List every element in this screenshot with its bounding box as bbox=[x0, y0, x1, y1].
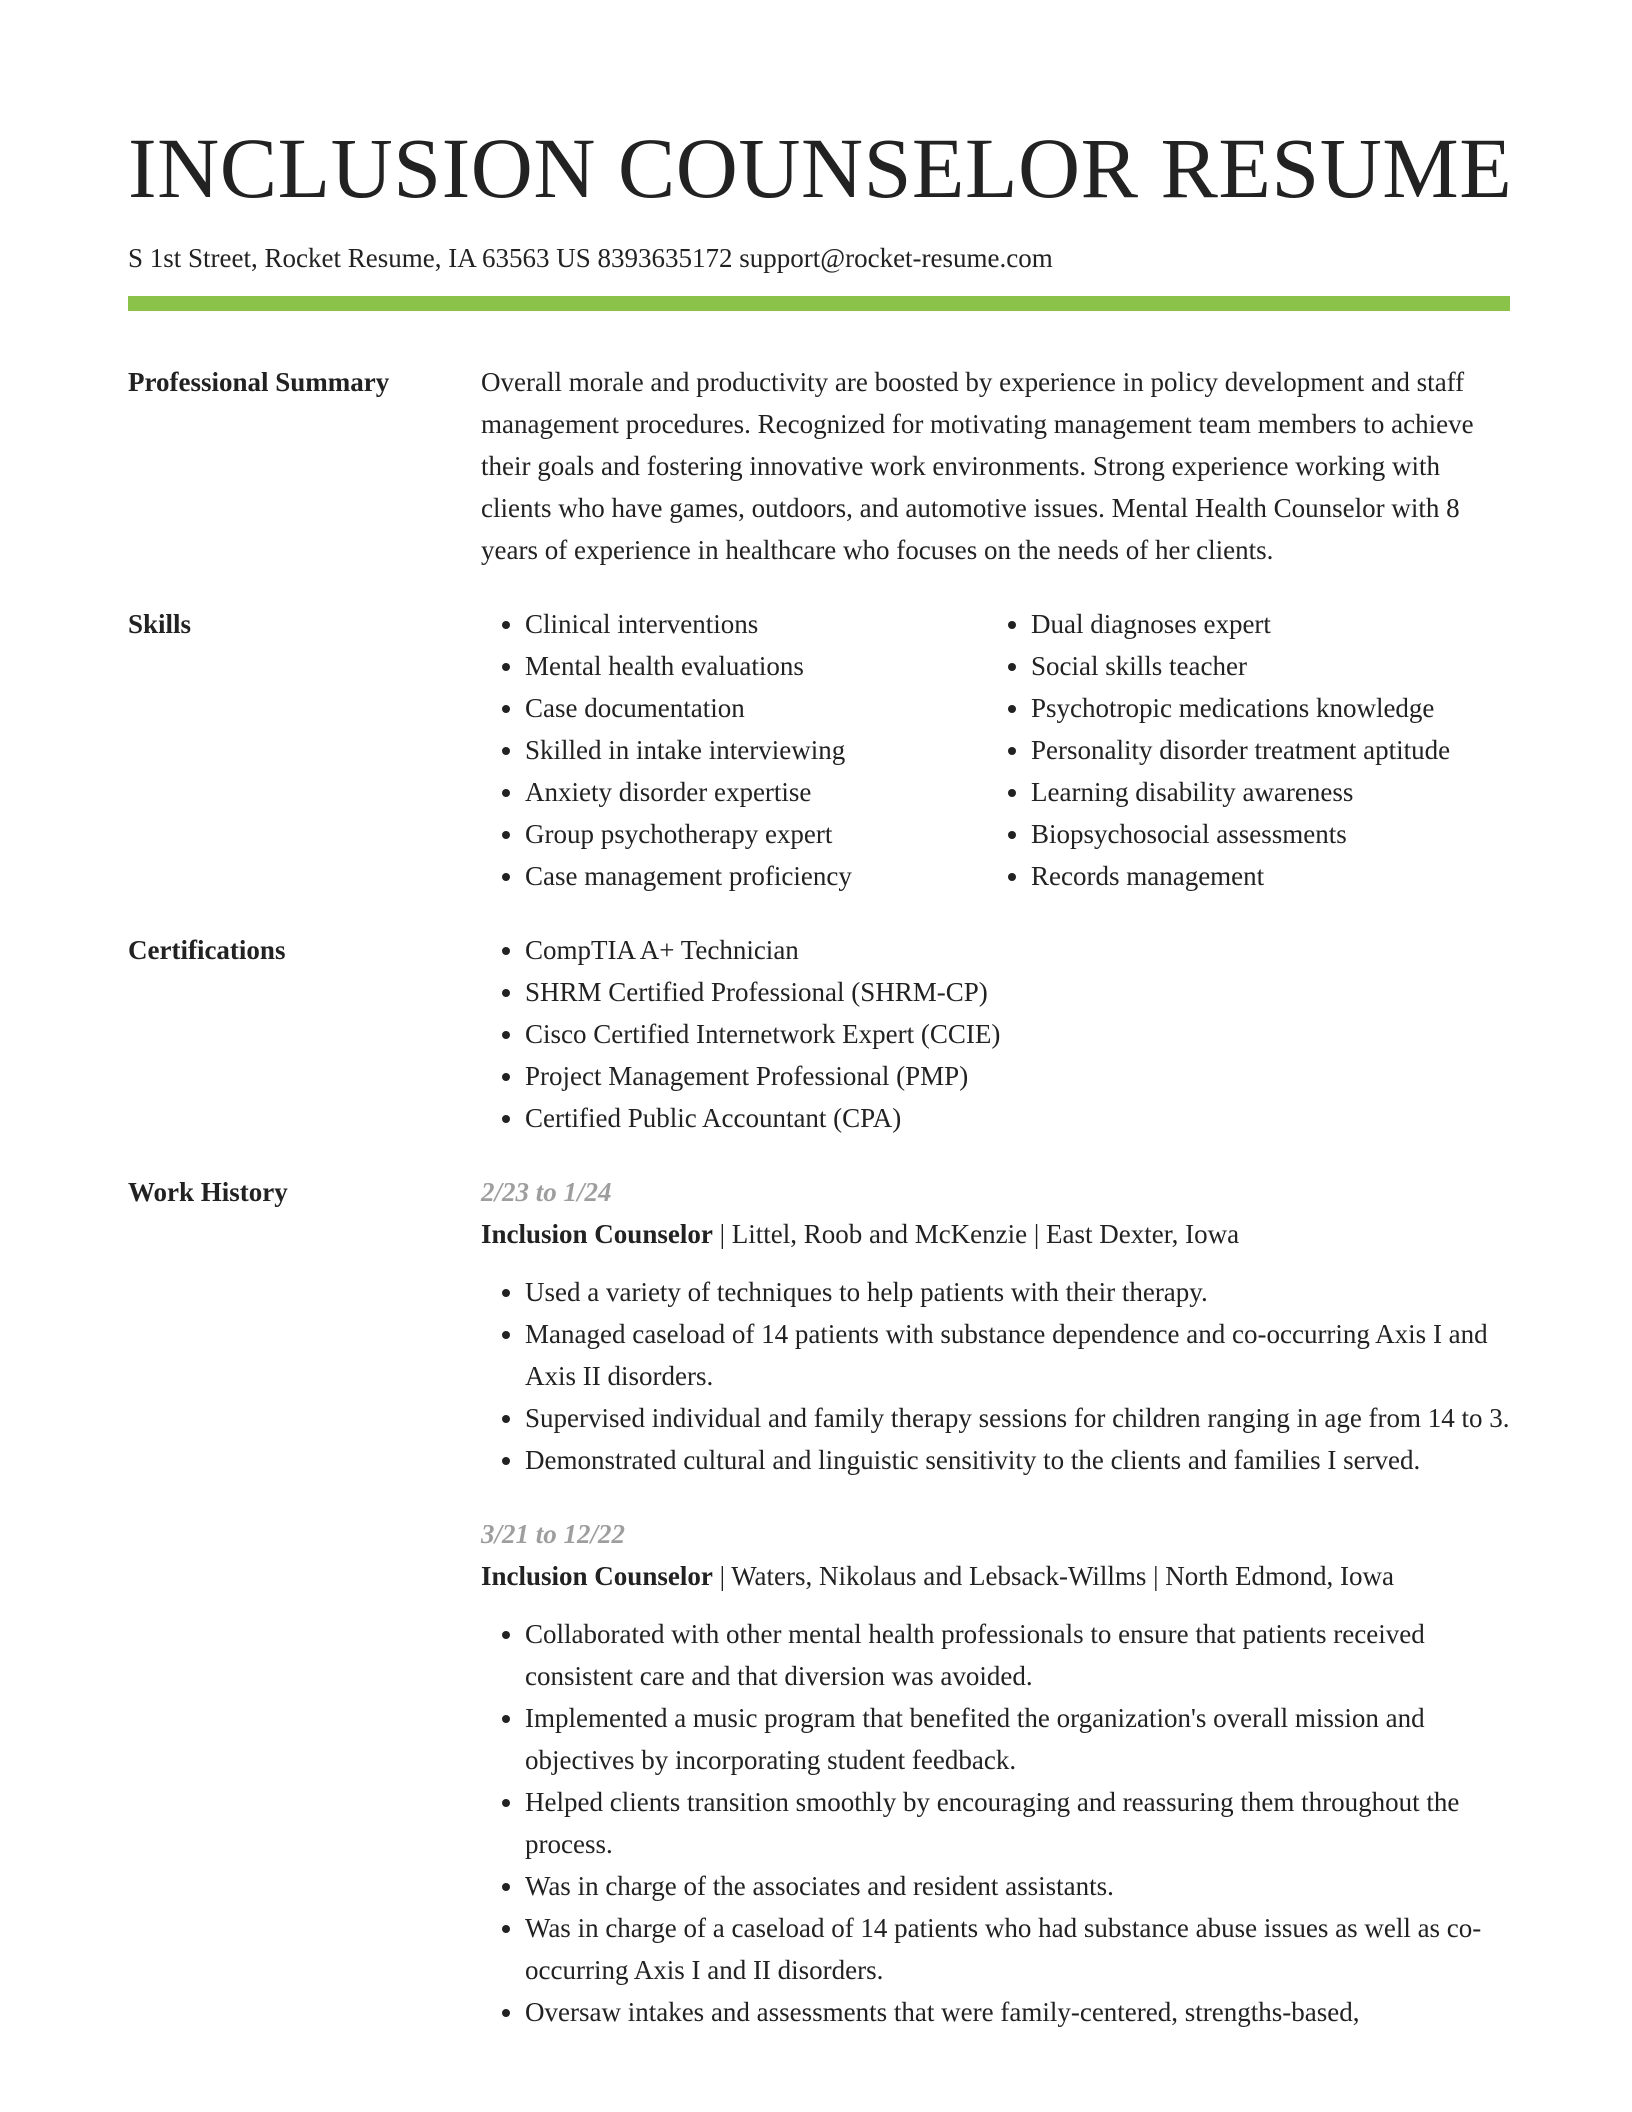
certification-item: • CompTIA A+ Technician bbox=[525, 929, 1510, 971]
job-heading bbox=[481, 1555, 1510, 1597]
job-bullet: • Demonstrated cultural and linguistic sensitivity to the clients and families I served. bbox=[525, 1439, 1510, 1481]
skill-item: • Case management proficiency bbox=[525, 855, 987, 897]
job-title: Inclusion Counselor bbox=[481, 1561, 713, 1591]
skill-item: • Biopsychosocial assessments bbox=[1031, 813, 1510, 855]
job-dates: 3/21 to 12/22 bbox=[481, 1519, 626, 1549]
work-history-body bbox=[481, 1171, 1510, 2033]
job-bullet: • Helped clients transition smoothly by encouraging and reassuring them throughout the process. bbox=[525, 1781, 1510, 1865]
skills-section bbox=[128, 603, 1510, 897]
skills-grid bbox=[481, 603, 1510, 897]
certification-item: • Cisco Certified Internetwork Expert (CCIE) bbox=[525, 1013, 1510, 1055]
job-bullet: • Supervised individual and family therapy sessions for children ranging in age from 14 to 3. bbox=[525, 1397, 1510, 1439]
skill-item: • Mental health evaluations bbox=[525, 645, 987, 687]
skill-item: • Social skills teacher bbox=[1031, 645, 1510, 687]
skill-item: • Anxiety disorder expertise bbox=[525, 771, 987, 813]
skills-list-2 bbox=[987, 603, 1510, 897]
job-title: Inclusion Counselor bbox=[481, 1219, 713, 1249]
job-details: | Waters, Nikolaus and Lebsack-Willms | North Edmond, Iowa bbox=[712, 1561, 1394, 1591]
skill-item: • Group psychotherapy expert bbox=[525, 813, 987, 855]
skills-column-1 bbox=[481, 603, 987, 897]
job-entry bbox=[481, 1513, 1510, 2033]
job-bullet: • Collaborated with other mental health professionals to ensure that patients received consistent care and that diversion was avoided. bbox=[525, 1613, 1510, 1697]
skill-item: • Dual diagnoses expert bbox=[1031, 603, 1510, 645]
summary-text: Overall morale and productivity are boosted by experience in policy development and staff management procedures. Recognized for motivating management team members to achieve their goals and fostering innovative work environments. Strong experience working with clients who have games, outdoors, and automotive issues. Mental Health Counselor with 8 years of experience in healthcare who focuses on the needs of her clients. bbox=[481, 367, 1474, 565]
job-bullets bbox=[481, 1613, 1510, 2033]
certification-item: • SHRM Certified Professional (SHRM-CP) bbox=[525, 971, 1510, 1013]
contact-info: S 1st Street, Rocket Resume, IA 63563 US 8393635172 support@rocket-resume.com bbox=[128, 243, 1053, 273]
work-history-section bbox=[128, 1171, 1510, 2033]
certification-item: • Certified Public Accountant (CPA) bbox=[525, 1097, 1510, 1139]
skill-item: • Psychotropic medications knowledge bbox=[1031, 687, 1510, 729]
job-details: | Littel, Roob and McKenzie | East Dexter, Iowa bbox=[712, 1219, 1240, 1249]
skill-item: • Records management bbox=[1031, 855, 1510, 897]
resume-page bbox=[128, 0, 1513, 2033]
job-dates: 2/23 to 1/24 bbox=[481, 1177, 612, 1207]
job-heading bbox=[481, 1213, 1510, 1255]
summary-body bbox=[481, 361, 1510, 571]
job-entry bbox=[481, 1171, 1510, 1481]
certification-item: • Project Management Professional (PMP) bbox=[525, 1055, 1510, 1097]
job-bullets bbox=[481, 1271, 1510, 1481]
job-bullet: • Oversaw intakes and assessments that were family-centered, strengths-based, bbox=[525, 1991, 1510, 2033]
skills-list-1 bbox=[481, 603, 987, 897]
work-history-label: Work History bbox=[128, 1177, 288, 1207]
certifications-body bbox=[481, 929, 1510, 1139]
accent-divider bbox=[128, 296, 1510, 311]
skill-item: • Skilled in intake interviewing bbox=[525, 729, 987, 771]
summary-section bbox=[128, 361, 1510, 571]
summary-label: Professional Summary bbox=[128, 367, 390, 397]
job-bullet: • Implemented a music program that benefited the organization's overall mission and objectives by incorporating student feedback. bbox=[525, 1697, 1510, 1781]
skill-item: • Learning disability awareness bbox=[1031, 771, 1510, 813]
certifications-label: Certifications bbox=[128, 935, 286, 965]
job-bullet: • Was in charge of a caseload of 14 patients who had substance abuse issues as well as co-occurring Axis I and II disorders. bbox=[525, 1907, 1510, 1991]
skills-label: Skills bbox=[128, 609, 192, 639]
resume-title: INCLUSION COUNSELOR RESUME bbox=[128, 120, 1513, 216]
skill-item: • Case documentation bbox=[525, 687, 987, 729]
skill-item: • Personality disorder treatment aptitude bbox=[1031, 729, 1510, 771]
certifications-section bbox=[128, 929, 1510, 1139]
certifications-list bbox=[481, 929, 1510, 1139]
job-bullet: • Managed caseload of 14 patients with substance dependence and co-occurring Axis I and Axis II disorders. bbox=[525, 1313, 1510, 1397]
job-bullet: • Was in charge of the associates and resident assistants. bbox=[525, 1865, 1510, 1907]
skills-column-2 bbox=[987, 603, 1510, 897]
job-bullet: • Used a variety of techniques to help patients with their therapy. bbox=[525, 1271, 1510, 1313]
skill-item: • Clinical interventions bbox=[525, 603, 987, 645]
